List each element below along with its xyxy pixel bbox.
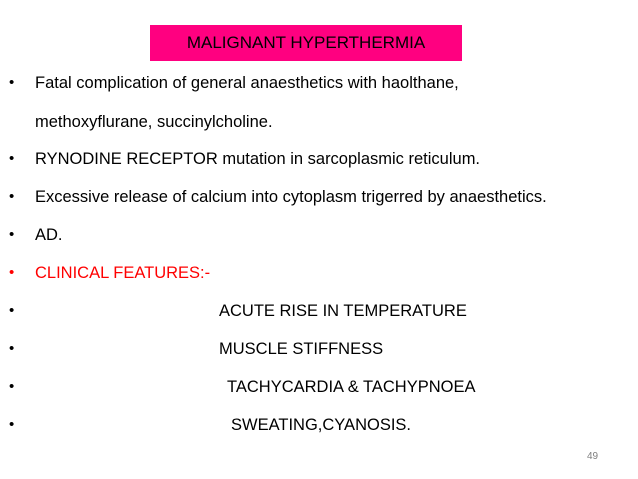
page-number: 49 [587,451,599,462]
bullet-text: SWEATING,CYANOSIS. [231,416,411,434]
bullet-icon: • [9,378,15,395]
bullet-text: Fatal complication of general anaesthetics with haolthane, [35,74,459,92]
bullet-icon: • [9,188,15,205]
bullet-icon: • [9,302,15,319]
bullet-icon: • [9,150,15,167]
bullet-text: RYNODINE RECEPTOR mutation in sarcoplasmic reticulum. [35,150,481,168]
bullet-text: CLINICAL FEATURES:- [35,264,211,282]
bullet-icon: • [9,264,15,281]
bullet-text: ACUTE RISE IN TEMPERATURE [219,302,467,320]
bullet-text: AD. [35,226,63,244]
bullet-text: TACHYCARDIA & TACHYPNOEA [227,378,476,396]
bullet-icon: • [9,416,15,433]
bullet-icon: • [9,340,15,357]
bullet-text: MUSCLE STIFFNESS [219,340,384,358]
bullet-text: methoxyflurane, succinylcholine. [35,113,273,131]
bullet-icon: • [9,74,15,91]
bullet-icon: • [9,226,15,243]
slide-title [150,25,462,61]
slide-title-text: MALIGNANT HYPERTHERMIA [186,33,426,52]
bullet-text: Excessive release of calcium into cytoplasm trigerred by anaesthetics. [35,188,547,206]
